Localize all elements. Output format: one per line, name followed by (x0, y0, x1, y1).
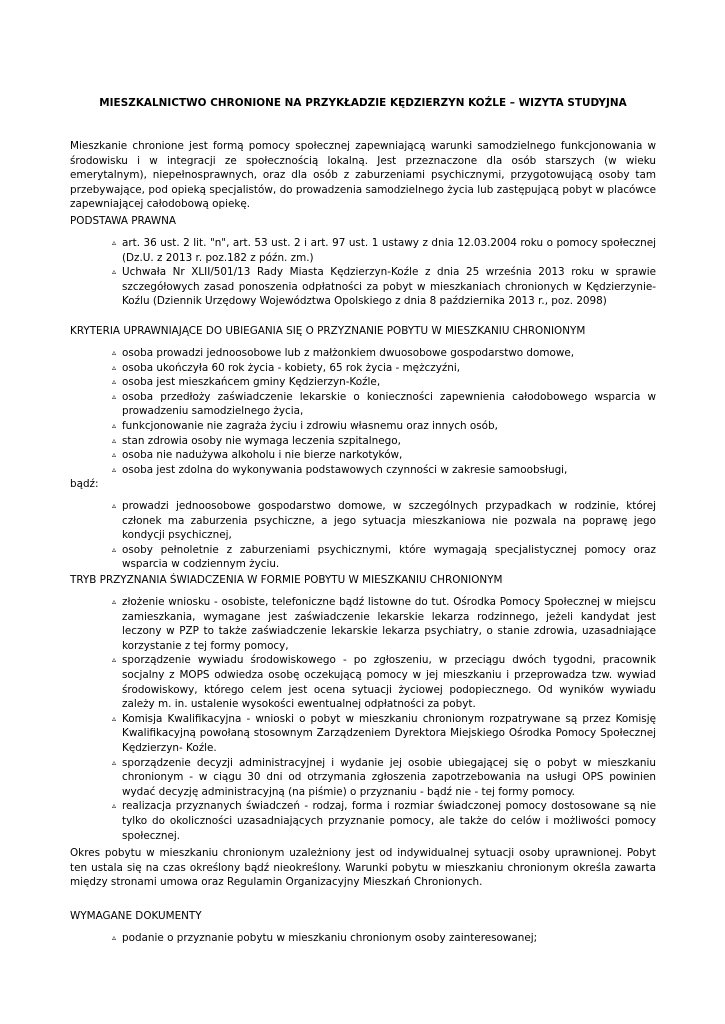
arrow-bullet-icon: ▵ (112, 420, 117, 430)
or-label: bądź: (70, 478, 99, 490)
list-item: ▵ realizacja przyznanych świadczeń - rodzaj, forma i rozmiar świadczonej pomocy dostosowane są nie tylko do okoliczności uzasadniających przyznanie pomocy, ale także do celów i możliwości pomocy społecznej. (112, 800, 656, 842)
arrow-bullet-icon: ▵ (112, 377, 117, 387)
arrow-bullet-icon: ▵ (112, 655, 117, 665)
list-item: ▵ osoba nie nadużywa alkoholu i nie bierze narkotyków, (112, 449, 403, 462)
legal-list (112, 236, 656, 309)
intro-paragraph: Mieszkanie chronione jest formą pomocy społecznej zapewniającą warunki samodzielnego funkcjonowania w środowisku i w integracji ze społecznością lokalną. Jest przeznaczone dla osób starszych (w wieku emerytalnym), niepełnosprawnych, oraz dla osób z zaburzeniami psychicznymi, przygotowującą osoby tam przebywające, pod opieką specjalistów, do prowadzenia samodzielnego życia lub zastępującą pobyt w placówce zapewniającej całodobową opiekę. (70, 140, 656, 211)
list-item: ▵ prowadzi jednoosobowe gospodarstwo domowe, w szczególnych przypadkach w rodzinie, której członek ma zaburzenia psychiczne, a jego sytuacja mieszkaniowa nie pozwala na poprawę jego kondycji psychicznej, (112, 500, 656, 542)
arrow-bullet-icon: ▵ (112, 450, 117, 460)
list-item: ▵ osoba jest zdolna do wykonywania podstawowych czynności w zakresie samoobsługi, (112, 463, 568, 476)
list-item: ▵ złożenie wniosku - osobiste, telefoniczne bądź listowne do tut. Ośrodka Pomocy Społecznej w miejscu zamieszkania, wymagane jest zaświadczenie lekarskie lekarza rodzinnego, jeżeli kandydat jest leczony w PZP to także zaświadczenie lekarskie lekarza psychiatry, o stanie zdrowia, uzasadniające korzystanie z tej formy pomocy, (112, 596, 656, 652)
duration-paragraph: Okres pobytu w mieszkaniu chronionym uzależniony jest od indywidualnej sytuacji osoby uprawnionej. Pobyt ten ustala się na czas określony bądź nieokreślony. Warunki pobytu w mieszkaniu chronionym określa zawarta między stronami umowa oraz Regulamin Organizacyjny Mieszkań Chronionych. (70, 847, 656, 889)
arrow-bullet-icon: ▵ (112, 435, 117, 445)
arrow-bullet-icon: ▵ (112, 597, 117, 606)
arrow-bullet-icon: ▵ (112, 464, 117, 474)
list-item: ▵ sporządzenie wywiadu środowiskowego - po zgłoszeniu, w przeciągu dwóch tygodni, pracownik socjalny z MOPS odwiedza osobę oczekującą pomocy w jej mieszkaniu i przeprowadza tzw. wywiad środowiskowy, którego celem jest ocena sytuacji życiowej podopiecznego. Od wyników wywiadu zależy m. in. ustalenie wysokości ewentualnej odpłatności za pobyt. (112, 654, 656, 711)
page-title: MIESZKALNICTWO CHRONIONE NA PRZYKŁADZIE KĘDZIERZYN KOŹLE – WIZYTA STUDYJNA (99, 97, 627, 109)
arrow-bullet-icon: ▵ (112, 267, 117, 277)
arrow-bullet-icon: ▵ (112, 544, 117, 554)
list-item: ▵ osoba ukończyła 60 rok życia - kobiety, 65 rok życia - mężczyźni, (112, 361, 461, 374)
legal-heading: PODSTAWA PRAWNA (70, 215, 176, 227)
list-item: ▵ funkcjonowanie nie zagraża życiu i zdrowiu własnemu oraz innych osób, (112, 419, 498, 432)
list-item: ▵ osoba jest mieszkańcem gminy Kędzierzyn-Koźle, (112, 376, 381, 389)
procedure-heading: TRYB PRZYZNANIA ŚWIADCZENIA W FORMIE POBYTU W MIESZKANIU CHRONIONYM (70, 574, 503, 586)
list-item: ▵ osoby pełnoletnie z zaburzeniami psychicznymi, które wymagają specjalistycznej pomocy oraz wsparcia w codziennym życiu. (112, 543, 656, 571)
arrow-bullet-icon: ▵ (112, 501, 117, 510)
list-item: ▵ Uchwała Nr XLII/501/13 Rady Miasta Kędzierzyn-Koźle z dnia 25 września 2013 roku w sprawie szczegółowych zasad ponoszenia odpłatności za pobyt w mieszkaniach chronionych w Kędzierzynie-Koźlu (Dziennik Urzędowy Województwa Opolskiego z dnia 8 października 2013 r., poz. 2098) (112, 266, 656, 308)
arrow-bullet-icon: ▵ (112, 933, 117, 942)
criteria-heading: KRYTERIA UPRAWNIAJĄCE DO UBIEGANIA SIĘ O PRZYZNANIE POBYTU W MIESZKANIU CHRONIONYM (70, 325, 586, 337)
list-item: ▵ osoba prowadzi jednoosobowe lub z małżonkiem dwuosobowe gospodarstwo domowe, (112, 347, 575, 359)
arrow-bullet-icon: ▵ (112, 391, 117, 401)
arrow-bullet-icon: ▵ (112, 801, 117, 811)
list-item: ▵ osoba przedłoży zaświadczenie lekarskie o konieczności zapewnienia całodobowego wsparcia w prowadzeniu samodzielnego życia, (112, 390, 656, 418)
list-item: ▵ Komisja Kwalifikacyjna - wnioski o pobyt w mieszkaniu chronionym rozpatrywane są przez Komisję Kwalifikacyjną powołaną stosownym Zarządzeniem Dyrektora Miejskiego Ośrodka Pomocy Społecznej Kędzierzyn- Koźle. (112, 712, 656, 754)
arrow-bullet-icon: ▵ (112, 757, 117, 767)
list-item: ▵ podanie o przyznanie pobytu w mieszkaniu chronionym osoby zainteresowanej; (112, 932, 538, 944)
arrow-bullet-icon: ▵ (112, 362, 117, 372)
procedure-list (112, 595, 656, 843)
criteria-list (112, 346, 656, 477)
list-item: ▵ stan zdrowia osoby nie wymaga leczenia szpitalnego, (112, 434, 401, 447)
alt-criteria-list (112, 499, 656, 572)
documents-heading: WYMAGANE DOKUMENTY (70, 910, 202, 922)
arrow-bullet-icon: ▵ (112, 348, 117, 357)
arrow-bullet-icon: ▵ (112, 713, 117, 723)
list-item: ▵ sporządzenie decyzji administracyjnej i wydanie jej osobie ubiegającej się o pobyt w mieszkaniu chronionym - w ciągu 30 dni od otrzymania zgłoszenia zapotrzebowania na usługi OPS powinien wydać decyzję administracyjną (na piśmie) o przyznaniu - bądź nie - tej formy pomocy. (112, 756, 656, 798)
arrow-bullet-icon: ▵ (112, 238, 117, 247)
list-item: ▵ art. 36 ust. 2 lit. "n", art. 53 ust. 2 i art. 97 ust. 1 ustawy z dnia 12.03.2004 roku o pomocy społecznej (Dz.U. z 2013 r. poz.182 z późn. zm.) (112, 237, 656, 264)
documents-list (112, 931, 656, 946)
